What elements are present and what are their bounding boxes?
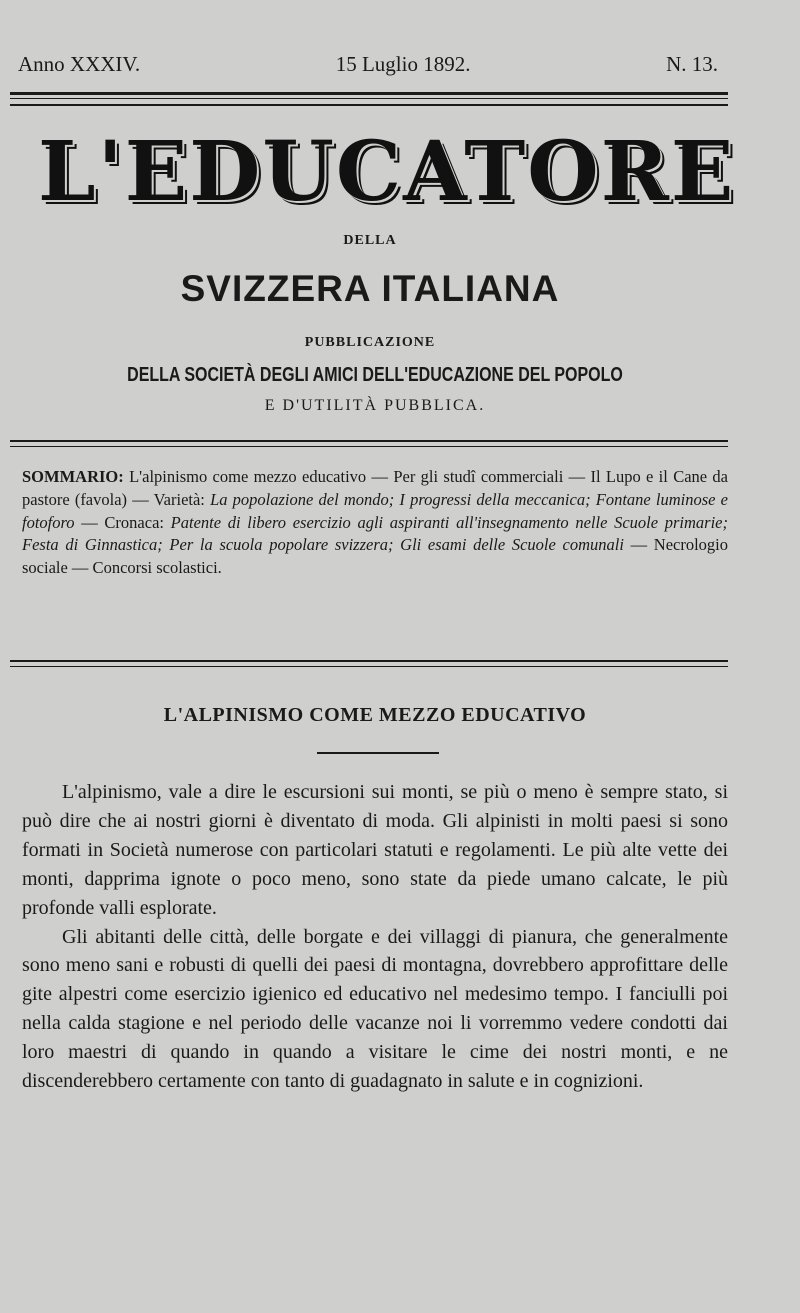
- article-body: [22, 778, 728, 1096]
- masthead-title: L'EDUCATORE: [38, 124, 736, 220]
- sommario-text-3: — Necrologio sociale — Concorsi scolastici.: [22, 535, 729, 578]
- issue-year: Anno XXXIV.: [18, 52, 141, 76]
- header-rule-bottom: [10, 104, 728, 106]
- issue-number: N. 13.: [666, 52, 718, 76]
- heading-underline: [317, 752, 439, 754]
- sommario-label: SOMMARIO:: [22, 467, 124, 486]
- sommario-cronaca-items: Patente di libero esercizio agli aspiranti all'insegnamento nelle Scuole primarie; Festa di Ginnastica; Per la scuola popolare svizzera; Gli esami delle Scuole comunali: [22, 512, 729, 555]
- content-rule-top: [10, 660, 728, 662]
- header-rule-thin: [10, 98, 728, 99]
- issue-date: 15 Luglio 1892.: [335, 52, 471, 76]
- masthead-societa: DELLA SOCIETÀ DEGLI AMICI DELL'EDUCAZIONE DEL POPOLO: [127, 364, 623, 386]
- masthead-pubblicazione: PUBBLICAZIONE: [304, 335, 436, 350]
- issue-header: [18, 52, 718, 77]
- article-paragraph-1: L'alpinismo, vale a dire le escursioni sui monti, se più o meno è sempre stato, si può dire che ai nostri giorni è diventato di moda. Gli alpinisti in molti paesi si sono formati in Società numerose con particolari statuti e regolamenti. Le più alte vette dei monti, dapprima ignote o poco meno, sono state da piede umano calcate, le più profonde valli esplorate.: [22, 781, 728, 919]
- masthead-subtitle: SVIZZERA ITALIANA: [180, 268, 560, 309]
- masthead-utilita: E D'UTILITÀ PUBBLICA.: [264, 397, 486, 414]
- sommario-varieta-items: La popolazione del mondo; I progressi della meccanica; Fontane luminose e fotoforo: [22, 489, 728, 532]
- sommario-rule-thin: [10, 446, 728, 447]
- sommario-text-1: L'alpinismo come mezzo educativo — Per gli studî commerciali — Il Lupo e il Cane da pastore (favola) — Varietà:: [22, 467, 728, 509]
- article-paragraph-2: Gli abitanti delle città, delle borgate e dei villaggi di pianura, che generalmente sono meno sani e robusti di quelli dei paesi di montagna, dovrebbero approfittare delle gite alpestri come esercizio igienico ed educativo nel medesimo tempo. I fanciulli poi nella calda stagione e nel periodo delle vacanze noi li vorremmo vedere condotti dai loro maestri di quando in quando a visitare le cime dei nostri monti, e ne discenderebbero certamente con tanto di guadagnato in salute e in cognizioni.: [22, 925, 728, 1093]
- sommario-text-2: — Cronaca:: [81, 512, 164, 532]
- content-rule-thin: [10, 666, 728, 667]
- sommario-rule-top: [10, 440, 728, 442]
- masthead-della: DELLA: [343, 233, 397, 248]
- article-heading: L'ALPINISMO COME MEZZO EDUCATIVO: [163, 704, 587, 726]
- header-rule-top: [10, 92, 728, 95]
- table-of-contents: [22, 466, 728, 580]
